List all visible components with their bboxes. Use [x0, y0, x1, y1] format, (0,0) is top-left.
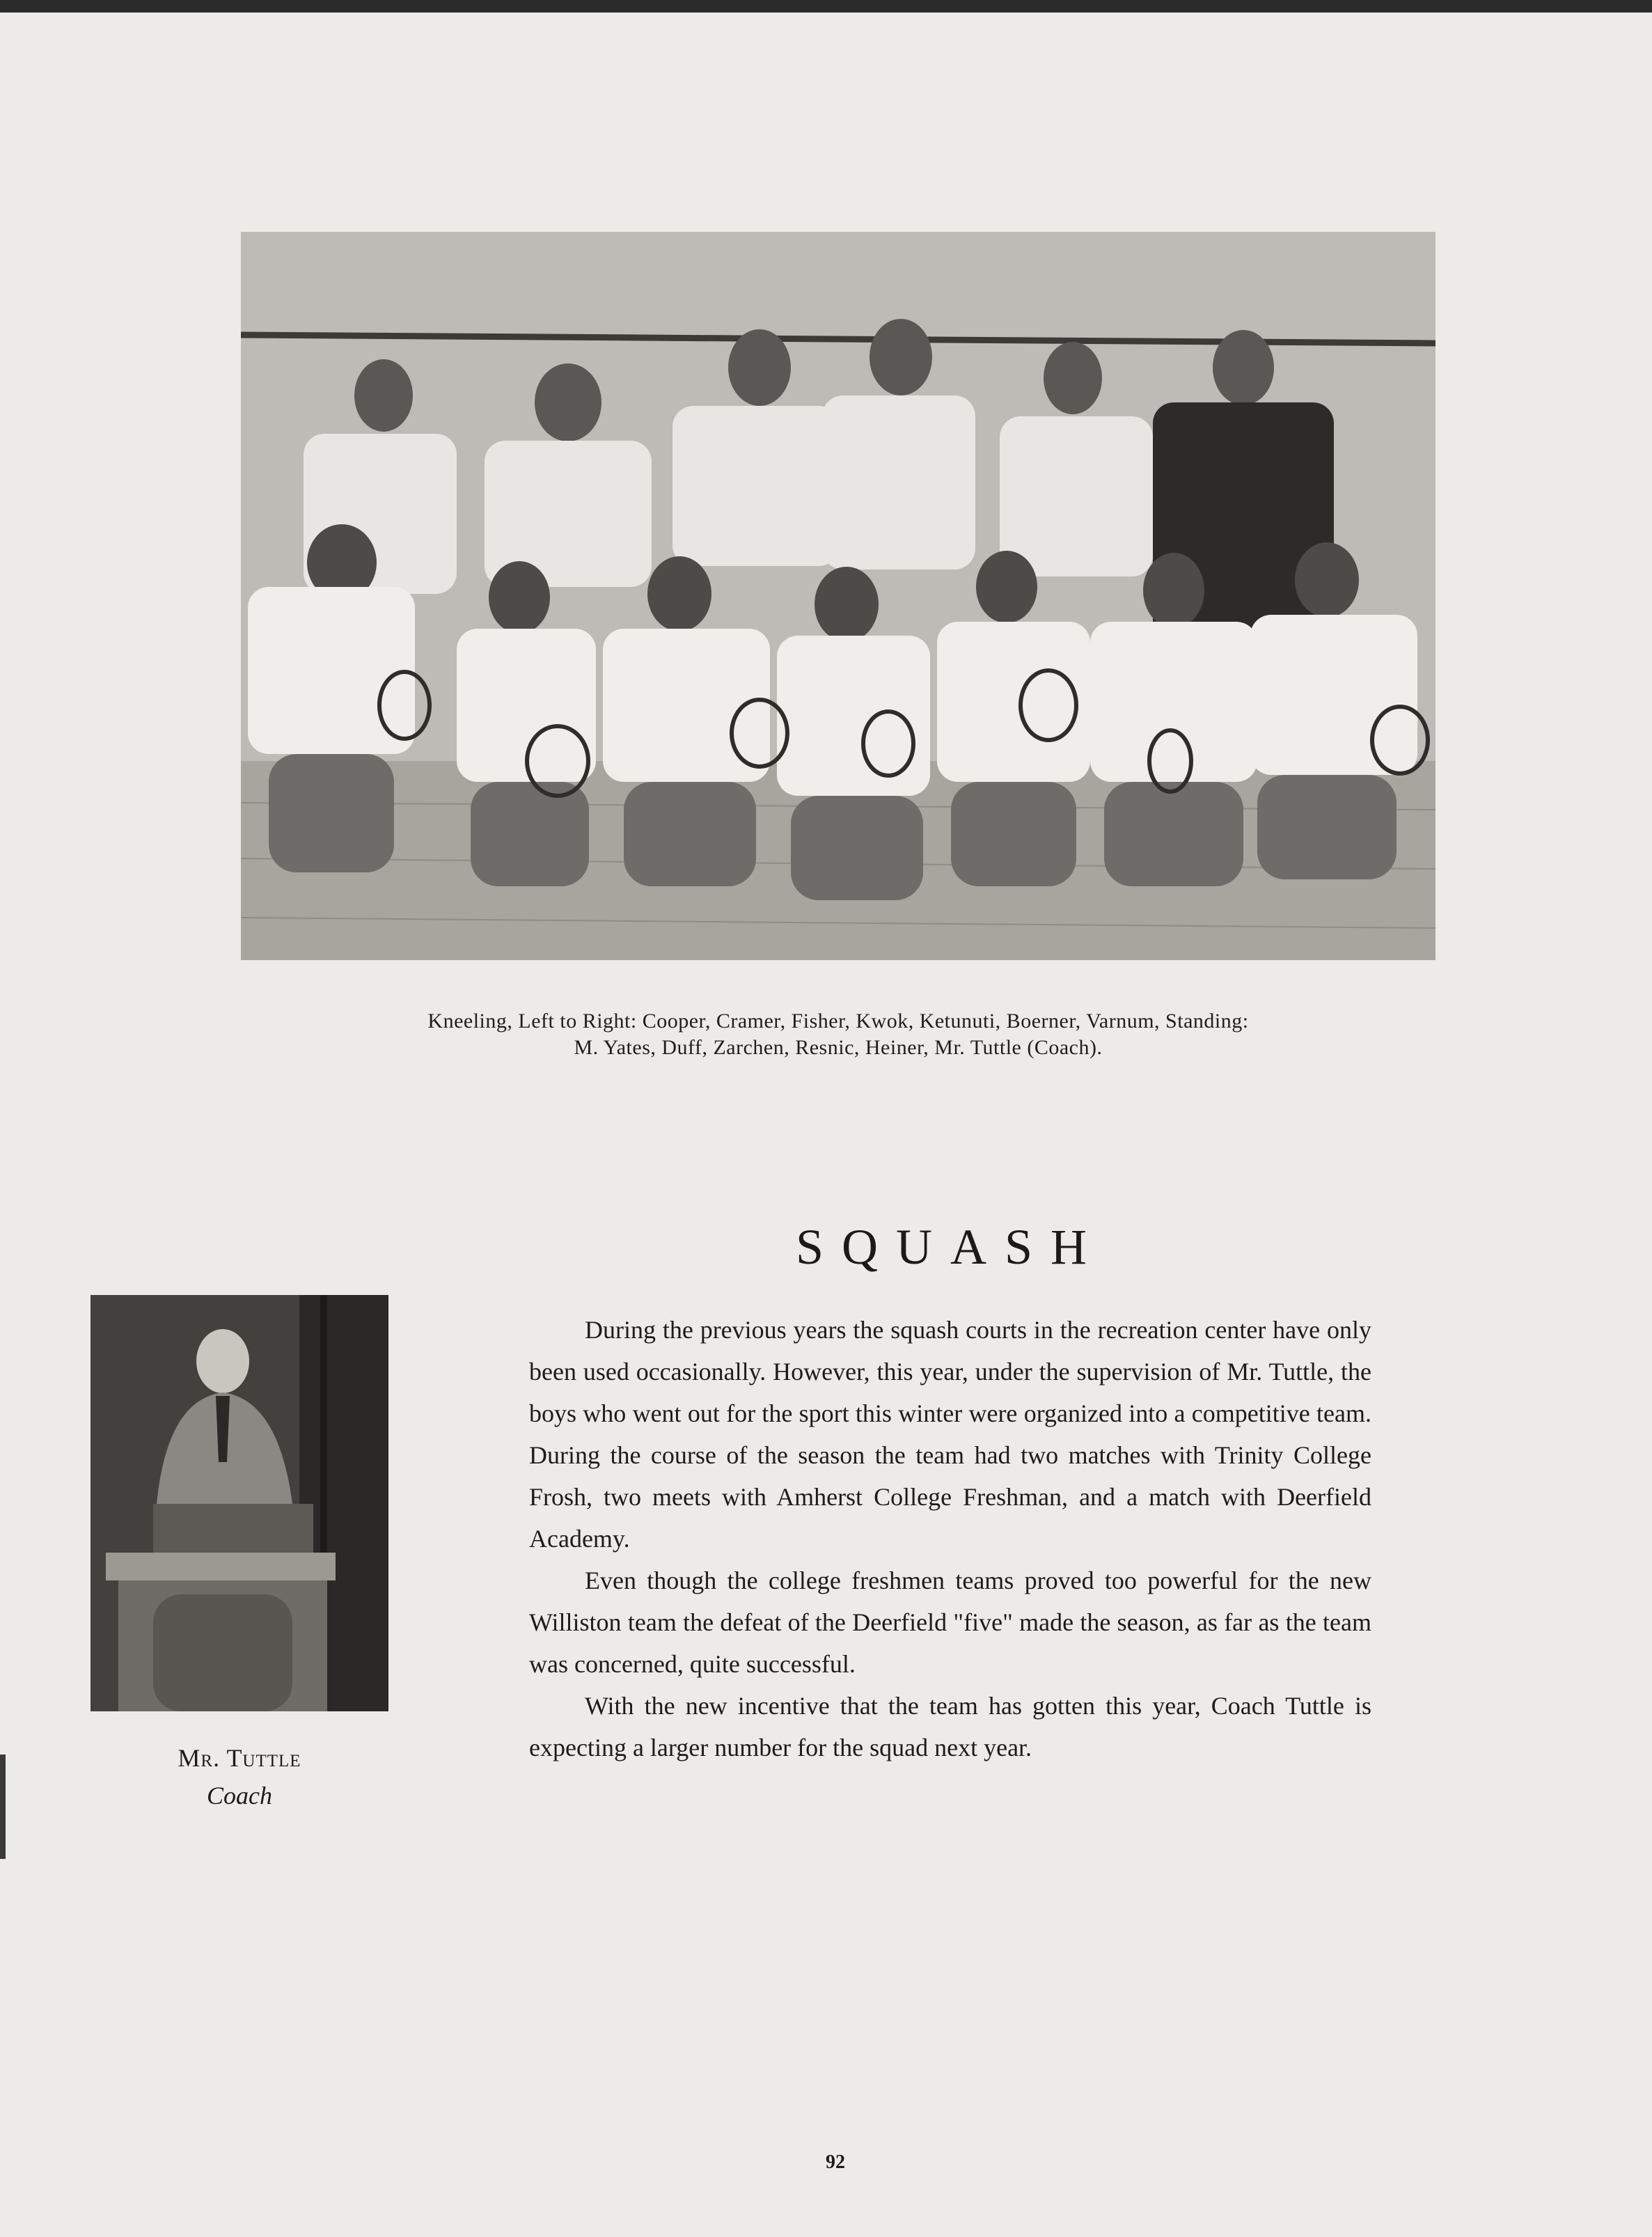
- photo-caption: [241, 1008, 1435, 1061]
- article-body: [529, 1309, 1371, 1768]
- paragraph-2: Even though the college freshmen teams proved too powerful for the new Williston team the defeat of the Deerfield "five" made the season, as far as the team was concerned, quite successful.: [529, 1567, 1371, 1678]
- coach-name: Mr. Tuttle: [178, 1744, 301, 1772]
- binding-mark: [0, 1755, 6, 1859]
- page-heading: SQUASH: [795, 1219, 1106, 1275]
- coach-photograph: [91, 1295, 388, 1711]
- coach-role: Coach: [207, 1782, 272, 1810]
- caption-line-2: M. Yates, Duff, Zarchen, Resnic, Heiner, Mr. Tuttle (Coach).: [574, 1036, 1103, 1059]
- page-top-edge: [0, 0, 1652, 13]
- page-number: 92: [826, 2151, 845, 2173]
- paragraph-1: During the previous years the squash courts in the recreation center have only been used occasionally. However, this year, under the supervision of Mr. Tuttle, the boys who went out for the sport this winter were organized into a competitive team. During the course of the season the team had two matches with Trinity College Frosh, two meets with Amherst College Freshman, and a match with Deerfield Academy.: [529, 1316, 1371, 1553]
- caption-line-1: Kneeling, Left to Right: Cooper, Cramer, Fisher, Kwok, Ketunuti, Boerner, Varnum, Standing:: [427, 1010, 1249, 1033]
- team-photograph: [241, 232, 1435, 960]
- paragraph-3: With the new incentive that the team has gotten this year, Coach Tuttle is expecting a larger number for the squad next year.: [529, 1692, 1371, 1761]
